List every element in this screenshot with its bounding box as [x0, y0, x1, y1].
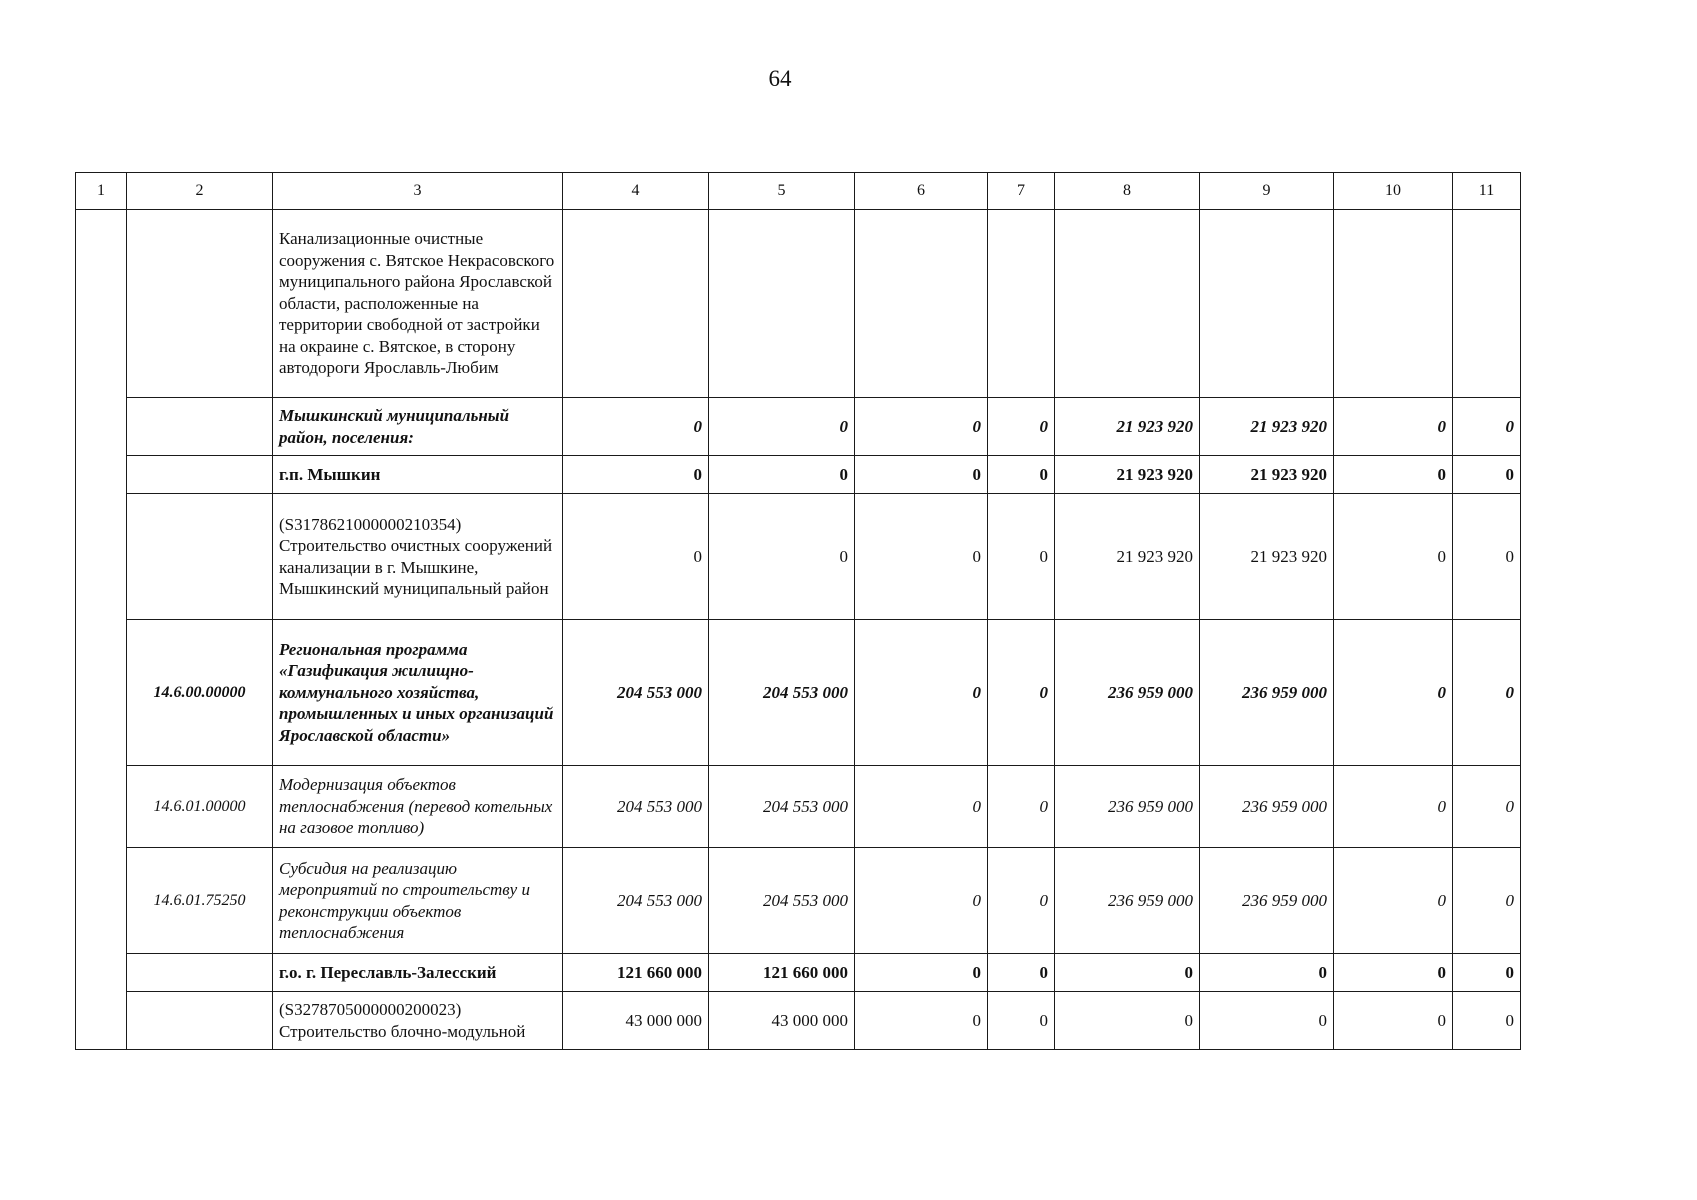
budget-code-cell — [127, 456, 273, 494]
value-cell-col-8: 236 959 000 — [1055, 620, 1200, 766]
budget-code-cell — [127, 210, 273, 398]
value-cell-col-8: 21 923 920 — [1055, 494, 1200, 620]
value-cell-col-10: 0 — [1334, 992, 1453, 1050]
column-number: 3 — [273, 173, 563, 210]
value-cell-col-6: 0 — [855, 398, 988, 456]
value-cell-col-9: 236 959 000 — [1200, 620, 1334, 766]
value-cell-col-4: 0 — [563, 398, 709, 456]
table-row — [76, 620, 1521, 766]
budget-code-cell: 14.6.01.00000 — [127, 766, 273, 848]
budget-code-cell: 14.6.00.00000 — [127, 620, 273, 766]
value-cell-col-8: 0 — [1055, 992, 1200, 1050]
value-cell-col-9: 236 959 000 — [1200, 848, 1334, 954]
value-cell-col-5: 204 553 000 — [709, 766, 855, 848]
value-cell-col-4 — [563, 210, 709, 398]
item-name-cell: г.п. Мышкин — [273, 456, 563, 494]
table-row — [76, 210, 1521, 398]
item-name-cell: (S3278705000000200023) Строительство блочно-модульной — [273, 992, 563, 1050]
value-cell-col-6: 0 — [855, 456, 988, 494]
table-row — [76, 494, 1521, 620]
column-number: 8 — [1055, 173, 1200, 210]
value-cell-col-11: 0 — [1453, 992, 1521, 1050]
value-cell-col-4: 204 553 000 — [563, 620, 709, 766]
value-cell-col-7: 0 — [988, 848, 1055, 954]
value-cell-col-5: 0 — [709, 398, 855, 456]
value-cell-col-10: 0 — [1334, 456, 1453, 494]
budget-code-cell — [127, 494, 273, 620]
value-cell-col-6: 0 — [855, 494, 988, 620]
value-cell-col-8: 236 959 000 — [1055, 848, 1200, 954]
budget-table — [75, 172, 1521, 1050]
value-cell-col-10: 0 — [1334, 398, 1453, 456]
value-cell-col-9: 21 923 920 — [1200, 494, 1334, 620]
value-cell-col-8: 21 923 920 — [1055, 398, 1200, 456]
value-cell-col-7: 0 — [988, 398, 1055, 456]
value-cell-col-6: 0 — [855, 954, 988, 992]
column-number: 6 — [855, 173, 988, 210]
value-cell-col-11 — [1453, 210, 1521, 398]
budget-code-cell — [127, 398, 273, 456]
column-number: 7 — [988, 173, 1055, 210]
value-cell-col-11: 0 — [1453, 456, 1521, 494]
value-cell-col-7: 0 — [988, 494, 1055, 620]
value-cell-col-5: 121 660 000 — [709, 954, 855, 992]
value-cell-col-11: 0 — [1453, 494, 1521, 620]
value-cell-col-11: 0 — [1453, 766, 1521, 848]
value-cell-col-7: 0 — [988, 456, 1055, 494]
item-name-cell: Мышкинский муниципальный район, поселения: — [273, 398, 563, 456]
value-cell-col-4: 0 — [563, 456, 709, 494]
value-cell-col-5: 204 553 000 — [709, 848, 855, 954]
row-index-cell — [76, 210, 127, 1050]
table-row — [76, 398, 1521, 456]
item-name-cell: г.о. г. Переславль-Залесский — [273, 954, 563, 992]
value-cell-col-11: 0 — [1453, 848, 1521, 954]
value-cell-col-4: 43 000 000 — [563, 992, 709, 1050]
value-cell-col-10: 0 — [1334, 954, 1453, 992]
column-number: 5 — [709, 173, 855, 210]
column-number: 11 — [1453, 173, 1521, 210]
value-cell-col-9: 236 959 000 — [1200, 766, 1334, 848]
value-cell-col-7 — [988, 210, 1055, 398]
column-number-row — [76, 173, 1521, 210]
table-row — [76, 766, 1521, 848]
budget-code-cell: 14.6.01.75250 — [127, 848, 273, 954]
value-cell-col-7: 0 — [988, 954, 1055, 992]
value-cell-col-9: 0 — [1200, 954, 1334, 992]
column-number: 9 — [1200, 173, 1334, 210]
value-cell-col-4: 121 660 000 — [563, 954, 709, 992]
value-cell-col-5: 43 000 000 — [709, 992, 855, 1050]
value-cell-col-11: 0 — [1453, 954, 1521, 992]
value-cell-col-6 — [855, 210, 988, 398]
table-row — [76, 954, 1521, 992]
column-number: 2 — [127, 173, 273, 210]
value-cell-col-6: 0 — [855, 992, 988, 1050]
value-cell-col-5: 0 — [709, 494, 855, 620]
budget-code-cell — [127, 954, 273, 992]
value-cell-col-4: 204 553 000 — [563, 766, 709, 848]
column-number: 4 — [563, 173, 709, 210]
table-row — [76, 992, 1521, 1050]
item-name-cell: Субсидия на реализацию мероприятий по строительству и реконструкции объектов теплоснабжения — [273, 848, 563, 954]
value-cell-col-6: 0 — [855, 848, 988, 954]
value-cell-col-4: 0 — [563, 494, 709, 620]
item-name-cell: Канализационные очистные сооружения с. Вятское Некрасовского муниципального района Ярославской области, расположенные на территории свободной от застройки на окраине с. Вятское, в сторону автодороги Ярославль-Любим — [273, 210, 563, 398]
value-cell-col-10 — [1334, 210, 1453, 398]
value-cell-col-8: 0 — [1055, 954, 1200, 992]
budget-code-cell — [127, 992, 273, 1050]
value-cell-col-6: 0 — [855, 620, 988, 766]
column-number: 1 — [76, 173, 127, 210]
value-cell-col-10: 0 — [1334, 766, 1453, 848]
item-name-cell: (S3178621000000210354) Строительство очистных сооружений канализации в г. Мышкине, Мышкинский муниципальный район — [273, 494, 563, 620]
value-cell-col-8 — [1055, 210, 1200, 398]
value-cell-col-10: 0 — [1334, 620, 1453, 766]
value-cell-col-9: 21 923 920 — [1200, 456, 1334, 494]
item-name-cell: Региональная программа «Газификация жилищно-коммунального хозяйства, промышленных и иных организаций Ярославской области» — [273, 620, 563, 766]
value-cell-col-8: 236 959 000 — [1055, 766, 1200, 848]
value-cell-col-5 — [709, 210, 855, 398]
value-cell-col-5: 0 — [709, 456, 855, 494]
table-row — [76, 848, 1521, 954]
value-cell-col-11: 0 — [1453, 398, 1521, 456]
item-name-cell: Модернизация объектов теплоснабжения (перевод котельных на газовое топливо) — [273, 766, 563, 848]
value-cell-col-7: 0 — [988, 766, 1055, 848]
value-cell-col-6: 0 — [855, 766, 988, 848]
value-cell-col-7: 0 — [988, 992, 1055, 1050]
value-cell-col-10: 0 — [1334, 848, 1453, 954]
value-cell-col-5: 204 553 000 — [709, 620, 855, 766]
value-cell-col-9: 21 923 920 — [1200, 398, 1334, 456]
value-cell-col-4: 204 553 000 — [563, 848, 709, 954]
column-number: 10 — [1334, 173, 1453, 210]
page-number: 64 — [768, 66, 792, 91]
value-cell-col-7: 0 — [988, 620, 1055, 766]
value-cell-col-10: 0 — [1334, 494, 1453, 620]
value-cell-col-11: 0 — [1453, 620, 1521, 766]
value-cell-col-9 — [1200, 210, 1334, 398]
value-cell-col-9: 0 — [1200, 992, 1334, 1050]
table-row — [76, 456, 1521, 494]
value-cell-col-8: 21 923 920 — [1055, 456, 1200, 494]
